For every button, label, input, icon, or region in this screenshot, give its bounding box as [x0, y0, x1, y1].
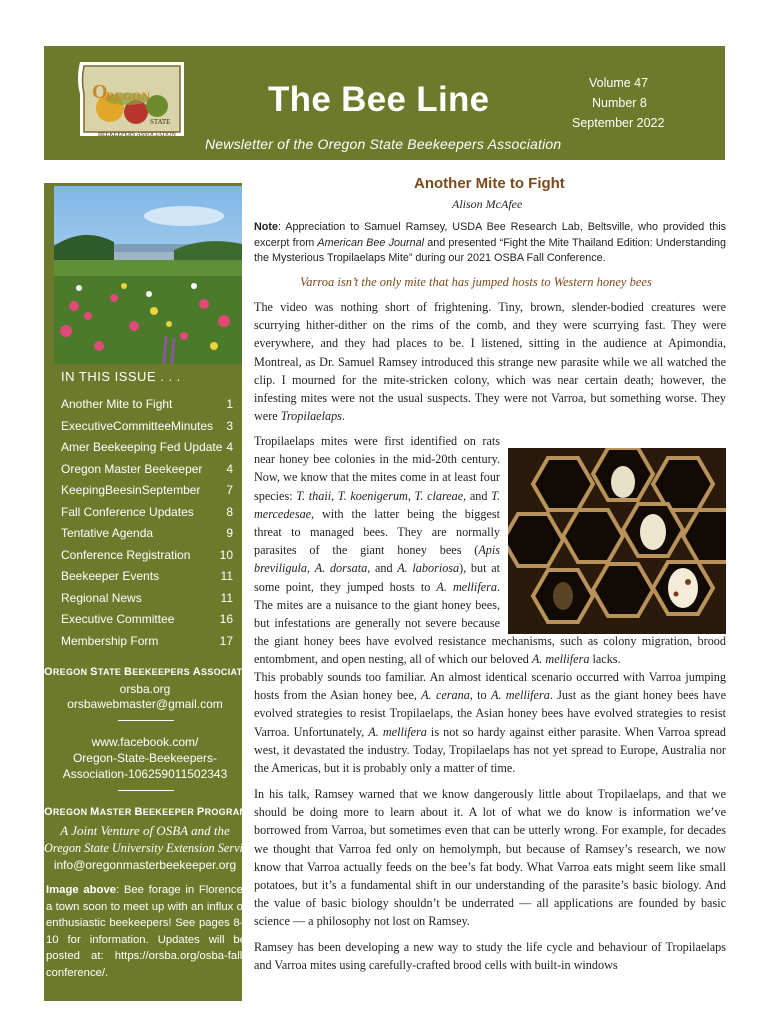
toc-item-title: Another Mite to Fight — [61, 397, 173, 411]
toc-item-title: Oregon Master Beekeeper — [61, 461, 203, 476]
facebook-link-line-3[interactable]: Association-106259011502343 — [62, 767, 228, 781]
ombp-email-link[interactable]: info@oregonmasterbeekeeper.org — [53, 858, 237, 872]
joint-venture-line-2: Oregon State University Extension Service — [44, 841, 254, 855]
toc-item-title: Executive Committee — [61, 612, 175, 626]
facebook-link-line-2[interactable]: Oregon-State-Beekeepers- — [72, 751, 218, 765]
honeycomb-brood-photo — [508, 448, 726, 634]
svg-text:BEEKEEPERS ASSOCIATION: BEEKEEPERS ASSOCIATION — [98, 132, 176, 138]
newsletter-title: The Bee Line — [268, 80, 490, 119]
toc-item-title: Conference Registration — [61, 547, 191, 562]
volume-label: Volume 47 — [589, 76, 649, 90]
bee-forage-photo — [54, 186, 242, 364]
toc-item-page: 4 — [226, 440, 233, 454]
paragraph-2: Tropilaelaps mites were first identified on rats near honey bee colonies in the mid-20th century. Now, we know that the mites come in at least four species: T. thaii, T. koenigerum, T. clareae, and T. mercedesae, with the latter being the biggest threat to managed bees. They are normally parasites of the giant honey bees (Apis breviligula, A. dorsata, and A. laboriosa), but at some point, they jumped hosts to A. mellifera. The mites are a nuisance to the giant honey bees, but infestations are generally not severe because the giant honey bees have evolved resistance mechanisms, such as colony migration, brood entombment, and open nesting, all of which our beloved A. mellifera lacks. — [254, 434, 726, 667]
osba-website-link[interactable]: orsba.org — [119, 682, 171, 696]
toc-item-page: 4 — [226, 461, 233, 476]
toc-item-title: Beekeeper Events — [61, 569, 160, 583]
in-this-issue-heading: IN THIS ISSUE . . . — [61, 369, 181, 384]
toc-item-title: Amer Beekeeping Fed Update — [61, 440, 223, 454]
osba-logo — [72, 54, 192, 144]
image-caption: Image above: Bee forage in Florence, a town soon to meet up with an influx of enthusiastic beekeepers! See pages 8–10 for information. Updates will be posted at: https://orsba.org/osba-fall-conference/. — [46, 884, 246, 979]
toc-item-title: KeepingBeesinSeptember — [61, 483, 201, 497]
divider — [118, 790, 174, 791]
osba-heading: OREGON STATE BEEKEEPERS ASSOCIATION — [44, 666, 260, 678]
number-label: Number 8 — [592, 96, 647, 110]
paragraph-4: In his talk, Ramsey warned that we know dangerously little about Tropilaelaps, and that we should be doing more to learn about it. A lot of what we do know is information we’ve borrowed from Varroa, but sometimes even that can be utterly wrong. For example, for decades we thought that Varroa fed only on hemolymph, but because of Ramsey’s research, we now know that Varroa actually feeds on the bee’s fat body. What Varroa eats might seem like small potatoes, but it’s a fundamental shift in our understanding of the parasite’s basic biology. And the value of basic biology shouldn’t be underrated — all applications are founded by basic science — a philosophy not lost on Ramsey. — [254, 787, 726, 929]
ombp-heading: OREGON MASTER BEEKEEPER PROGRAM — [44, 806, 248, 818]
toc-item-page: 7 — [226, 483, 233, 497]
newsletter-subtitle: Newsletter of the Oregon State Beekeepers Association — [205, 136, 562, 152]
svg-text:STATE: STATE — [150, 118, 171, 126]
toc-item-title: Regional News — [61, 590, 142, 605]
toc-item-page: 9 — [226, 526, 233, 540]
paragraph-3: This probably sounds too familiar. An almost identical scenario occurred with Varroa jumping hosts from the Asian honey bee, A. cerana, to A. mellifera. Just as the giant honey bees have evolved strategies to resist Tropilaelaps, the Asian honey bees have evolved strategies to resist Varroa. Unfortunately, A. mellifera is not so hardy against either parasite. When Varroa spread west, it devastated the industry. Today, Tropilaelaps has not yet spread to Europe, Australia nor the Americas, but it is probably only a matter of time. — [254, 670, 726, 776]
toc-item-page: 11 — [220, 569, 233, 583]
paragraph-1: The video was nothing short of frightening. Tiny, brown, slender-bodied creatures were scurrying hither-dither on the rims of the comb, and they were scurrying fast. They were everywhere, and they had places to be. I listened, sitting in the audience at Apimondia, Montreal, as Dr. Samuel Ramsey introduced this strange new parasite while we all watched the clip. I mourned for the mite-stricken colony, which was near certain death; however, the infesting mites were not the usual suspects. They were not Varroa, but something worse. They were Tropilaelaps. — [254, 300, 726, 424]
toc-item-page: 16 — [219, 612, 233, 626]
osba-email-link[interactable]: orsbawebmaster@gmail.com — [67, 697, 223, 711]
toc-item-title: Tentative Agenda — [61, 526, 154, 540]
facebook-link-line-1[interactable]: www.facebook.com/ — [91, 735, 199, 749]
toc-item-page: 17 — [219, 633, 233, 648]
toc-item-title: Membership Form — [61, 633, 159, 648]
toc-item-page: 8 — [226, 504, 233, 519]
svg-text:O: O — [92, 81, 108, 103]
toc-item-page: 1 — [226, 397, 233, 411]
toc-item-page: 3 — [226, 418, 233, 433]
article-note: Note: Appreciation to Samuel Ramsey, USDA Bee Research Lab, Beltsville, who provided this excerpt from American Bee Journal and presented “Fight the Mite Thailand Edition: Understanding the Mysterious Tropilaelaps Mite” during our 2021 OSBA Fall Conference. — [254, 221, 727, 265]
joint-venture-line-1: A Joint Venture of OSBA and the — [60, 823, 230, 838]
article-title: Another Mite to Fight — [414, 175, 565, 192]
divider — [118, 720, 174, 721]
date-label: September 2022 — [572, 116, 665, 130]
paragraph-5: Ramsey has been developing a new way to study the life cycle and behaviour of Tropilaelaps and Varroa mites using carefully-crafted brood cells with built-in windows — [254, 940, 726, 973]
pull-quote: Varroa isn’t the only mite that has jumped hosts to Western honey bees — [300, 275, 652, 289]
toc-item-title: ExecutiveCommitteeMinutes — [61, 418, 214, 433]
article-author: Alison McAfee — [452, 197, 523, 211]
svg-text:REGON: REGON — [106, 89, 151, 103]
toc-item-page: 10 — [219, 547, 233, 562]
toc-item-page: 11 — [220, 590, 233, 605]
toc-item-title: Fall Conference Updates — [61, 504, 194, 519]
